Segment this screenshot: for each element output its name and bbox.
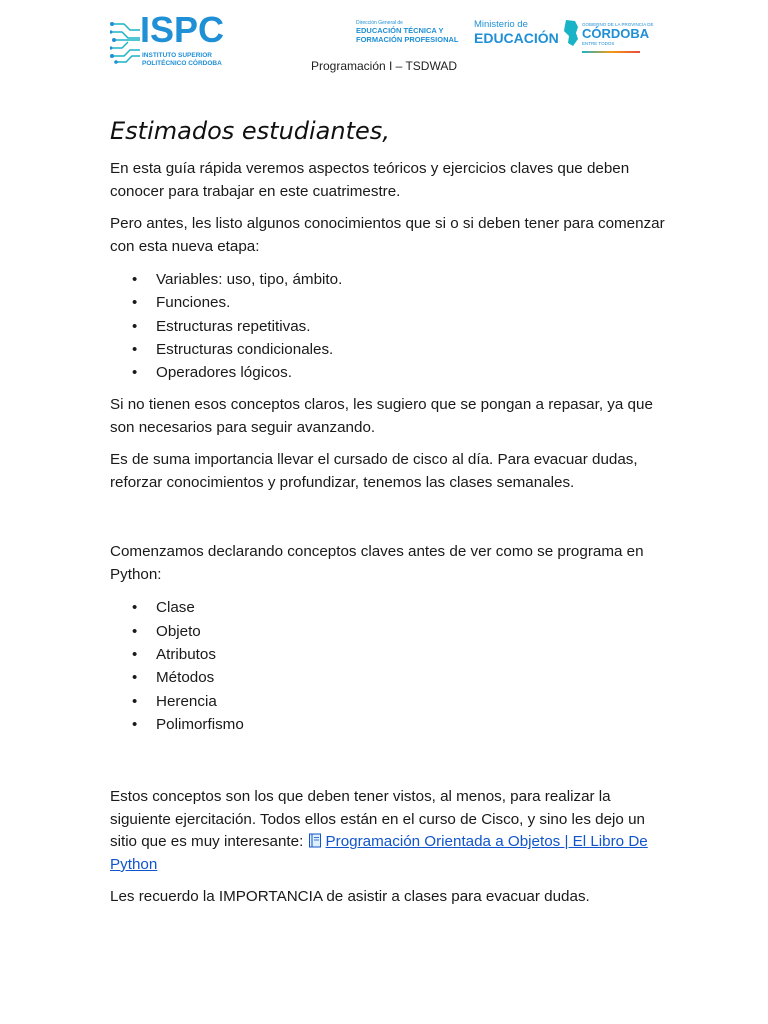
spacer [110, 746, 670, 786]
prerequisites-intro: Pero antes, les listo algunos conocimientos que si o si deben tener para comenzar con esta nueva etapa: [110, 215, 665, 255]
cordoba-logo [562, 18, 654, 50]
ispc-logo-name: ISPC [140, 9, 225, 50]
list-item: • Métodos [156, 666, 670, 689]
cordoba-logo-text [582, 22, 654, 46]
dg-logo-line1: EDUCACIÓN TÉCNICA Y [356, 26, 444, 35]
cordoba-logo-tag: ENTRE TODOS [582, 41, 615, 46]
list-item: • Herencia [156, 690, 670, 713]
list-item: • Estructuras condicionales. [156, 338, 670, 361]
cordoba-color-stripe [582, 51, 640, 53]
closing-paragraph [110, 786, 670, 876]
ministry-logo-big: EDUCACIÓN [474, 30, 559, 46]
concepts-intro: Comenzamos declarando conceptos claves antes de ver como se programa en Python: [110, 543, 644, 583]
list-item: • Operadores lógicos. [156, 361, 670, 384]
list-item: • Objeto [156, 620, 670, 643]
ispc-logo-line1: INSTITUTO SUPERIOR [142, 52, 212, 59]
header-caption: Programación I – TSDWAD [310, 59, 458, 73]
province-map-icon [562, 19, 580, 47]
link-text: Programación Orientada a Objetos | El Libro De Python [110, 833, 648, 873]
intro-paragraph: En esta guía rápida veremos aspectos teóricos y ejercicios claves que deben conocer para trabajar en este cuatrimestre. [110, 160, 630, 200]
dg-education-logo [356, 20, 466, 44]
ministry-logo-small: Ministerio de [474, 19, 528, 30]
list-item: • Clase [156, 596, 670, 619]
concepts-list [110, 596, 670, 736]
list-item: • Variables: uso, tipo, ámbito. [156, 268, 670, 291]
closing-text: Estos conceptos son los que deben tener vistos, al menos, para realizar la siguiente ejercitación. Todos ellos están en el curso de Cisco, y sino les dejo un sitio que es muy interesante: [110, 788, 645, 851]
review-note: Si no tienen esos conceptos claros, les sugiero que se pongan a repasar, ya que son necesarios para seguir avanzando. [110, 396, 653, 436]
cordoba-logo-big: CÓRDOBA [582, 26, 650, 41]
page-header [0, 0, 768, 80]
list-item: • Polimorfismo [156, 713, 670, 736]
importance-note: Es de suma importancia llevar el cursado de cisco al día. Para evacuar dudas, reforzar conocimientos y profundizar, tenemos las clases semanales. [110, 451, 638, 491]
prerequisites-list [110, 268, 670, 384]
ministry-logo [474, 20, 559, 46]
ispc-logo-line2: POLITÉCNICO CÓRDOBA [142, 60, 222, 67]
spacer [110, 504, 670, 541]
book-icon [308, 833, 322, 848]
greeting-heading: Estimados estudiantes, [110, 117, 390, 145]
list-item: • Estructuras repetitivas. [156, 315, 670, 338]
list-item: • Funciones. [156, 291, 670, 314]
dg-logo-small: Dirección General de [356, 20, 403, 26]
final-note: Les recuerdo la IMPORTANCIA de asistir a clases para evacuar dudas. [110, 888, 590, 906]
document-body [110, 114, 670, 919]
list-item: • Atributos [156, 643, 670, 666]
dg-logo-line2: FORMACIÓN PROFESIONAL [356, 35, 459, 44]
cordoba-logo-small: GOBIERNO DE LA PROVINCIA DE [582, 22, 654, 27]
